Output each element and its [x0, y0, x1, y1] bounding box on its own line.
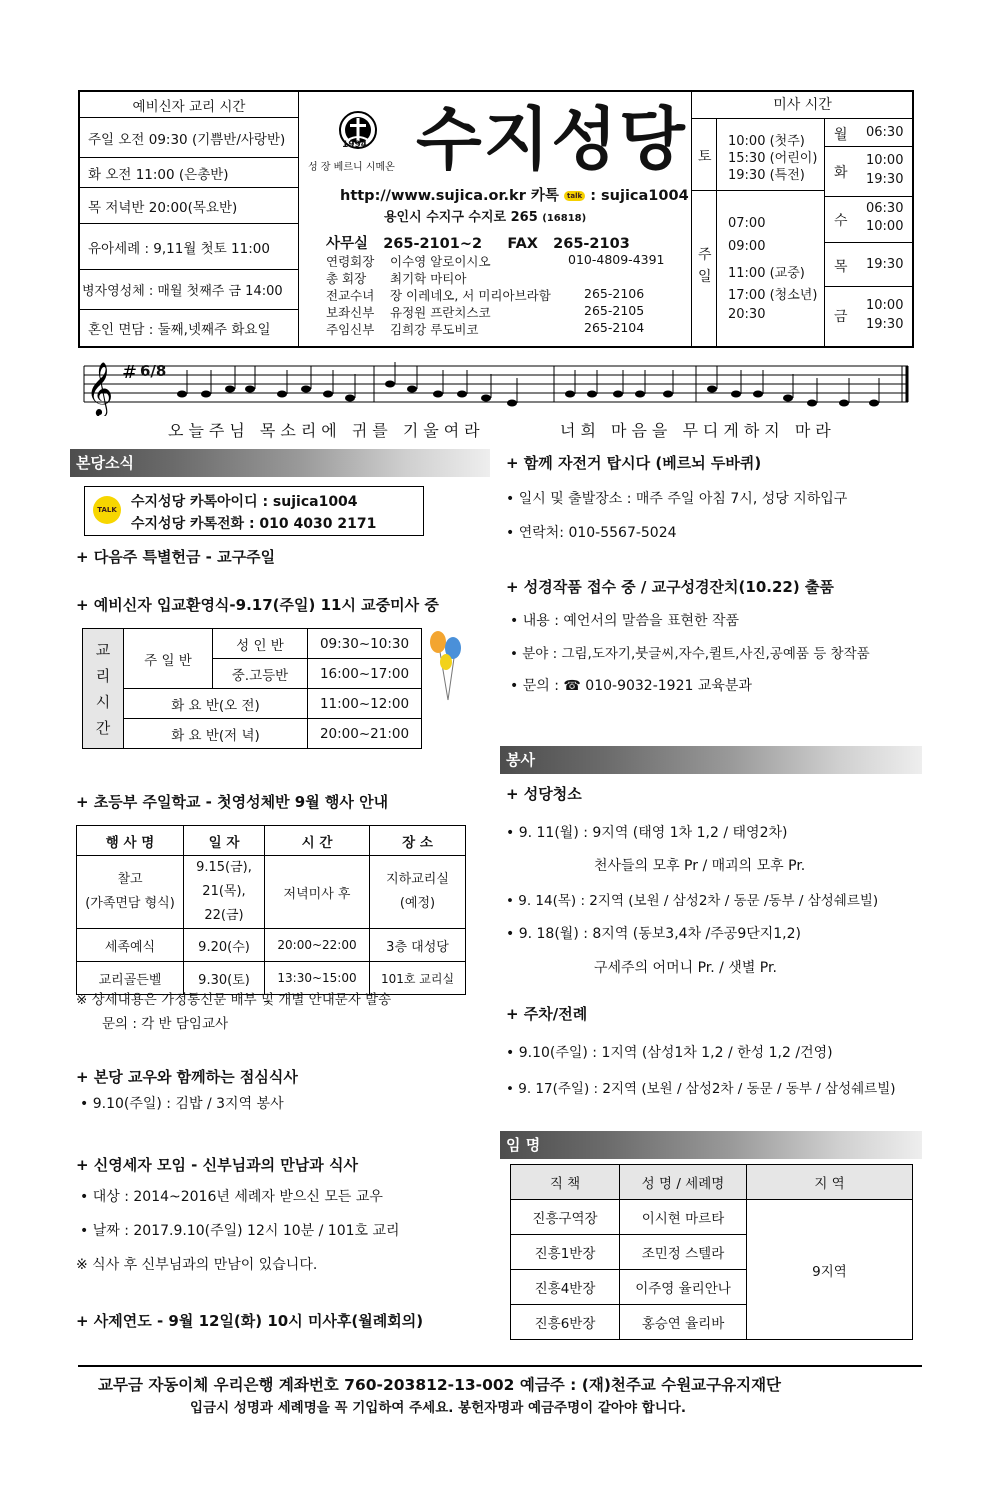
notice-new-baptized-meeting: + 신영세자 모임 - 신부님과의 만남과 식사	[76, 1156, 358, 1174]
staff-name: 최기학 마티아	[390, 271, 467, 286]
section-appointment: 임 명	[500, 1131, 922, 1159]
address	[384, 206, 586, 225]
cleaning-line: • 9. 18(월) : 8지역 (동보3,4차 /주공9단지1,2)	[506, 926, 801, 942]
column-header: 일 자	[184, 826, 265, 856]
kakao-label: 카톡	[530, 188, 559, 204]
school-note: ※ 상세내용은 가정통신문 배부 및 개별 안내문자 발송	[76, 992, 392, 1008]
fax-number: 265-2103	[553, 236, 630, 252]
notice-sunday-school: + 초등부 주일학교 - 첫영성체반 9월 행사 안내	[76, 793, 389, 811]
bulletin-header	[78, 90, 914, 348]
weekday-label: 목	[834, 259, 848, 275]
schedule-row: 주일 오전 09:30 (기쁨반/사랑반)	[80, 118, 298, 158]
kakao-id-line: 수지성당 카톡아이디 : sujica1004	[131, 494, 358, 510]
tithe-account-info: 교무금 자동이체 우리은행 계좌번호 760-203812-13-002 예금주 : (재)천주교 수원교구유지재단	[98, 1376, 782, 1394]
bible-art-content: • 내용 : 예언서의 말씀을 표현한 작품	[510, 613, 740, 629]
weekday-mass-time: 19:30	[866, 317, 904, 332]
staff-name: 장 이레네오, 서 미리아브라함	[390, 288, 551, 303]
staff-name: 이수영 알로이시오	[390, 254, 491, 269]
staff-phone: 010-4809-4391	[568, 252, 665, 267]
notice-bible-art: + 성경작품 접수 중 / 교구성경잔치(10.22) 출품	[506, 578, 834, 596]
appointment-region: 9지역	[747, 1200, 913, 1340]
appointment-name: 이주영 율리안나	[620, 1270, 747, 1305]
music-score	[78, 354, 914, 416]
office-contact	[326, 232, 630, 253]
appointment-role: 진흥구역장	[511, 1200, 620, 1235]
contact-prefix: • 문의 :	[510, 678, 559, 694]
deposit-instructions: 입금시 성명과 세례명을 꼭 기입하여 주세요. 봉헌자명과 예금주명이 같아야 합니다.	[190, 1400, 686, 1416]
event-time: 20:00~22:00	[265, 929, 370, 962]
church-name: 수지성당	[416, 101, 687, 180]
notice-church-cleaning: + 성당청소	[506, 785, 582, 803]
saturday-label: 토	[698, 149, 712, 165]
lyrics-left: 오늘주님 목소리에 귀를 기울여라	[168, 421, 485, 440]
appointment-role: 진흥4반장	[511, 1270, 620, 1305]
notice-special-collection: + 다음주 특별헌금 - 교구주일	[76, 548, 276, 566]
school-contact-note: 문의 : 각 반 담임교사	[102, 1016, 229, 1032]
meeting-note: ※ 식사 후 신부님과의 만남이 있습니다.	[76, 1257, 318, 1273]
schedule-row: 혼인 면담 : 둘째,넷째주 화요일	[88, 322, 271, 338]
event-place: 지하교리실 (예정)	[370, 856, 466, 929]
notice-priest-day: + 사제연도 - 9월 12일(화) 10시 미사후(월례회의)	[76, 1312, 424, 1330]
weekday-mass-time: 10:00	[866, 219, 904, 234]
column-header: 장 소	[370, 826, 466, 856]
saturday-mass-time: 15:30 (어린이)	[728, 151, 818, 166]
event-name: 세족예식	[77, 929, 184, 962]
lunch-detail: • 9.10(주일) : 김밥 / 3지역 봉사	[80, 1096, 284, 1112]
footer-divider	[78, 1365, 922, 1367]
address-text: 용인시 수지구 수지로 265	[384, 210, 538, 225]
logo-caption: 성 장 베르니 시메온	[308, 162, 395, 173]
catechism-time: 20:00~21:00	[308, 719, 422, 749]
staff-role: 주임신부	[326, 322, 375, 337]
weekday-mass-time: 06:30	[866, 201, 904, 216]
staff-role: 전교수녀	[326, 288, 375, 303]
staff-phone: 265-2105	[584, 303, 645, 318]
weekday-mass-time: 10:00	[866, 153, 904, 168]
notice-lunch: + 본당 교우와 함께하는 점심식사	[76, 1068, 298, 1086]
bike-schedule: • 일시 및 출발장소 : 매주 주일 아침 7시, 성당 지하입구	[506, 491, 848, 507]
phone-icon: ☎	[563, 678, 581, 694]
catechism-time-table	[82, 628, 422, 749]
weekday-mass-time: 10:00	[866, 298, 904, 313]
appointment-role: 진흥6반장	[511, 1305, 620, 1340]
cleaning-line: • 9. 11(월) : 9지역 (태영 1차 1,2 / 태영2차)	[506, 825, 788, 841]
catechism-class: 화 요 반(오 전)	[124, 689, 308, 719]
mass-times-box	[691, 92, 913, 346]
cleaning-line: • 9. 14(목) : 2지역 (보원 / 삼성2차 / 동문 /동부 / 삼성쉐르빌)	[506, 893, 879, 909]
staff-phone: 265-2106	[584, 286, 645, 301]
catechism-class: 성 인 반	[213, 629, 308, 659]
appointment-name: 조민정 스텔라	[620, 1235, 747, 1270]
bible-art-contact	[510, 675, 752, 695]
mass-times-title: 미사 시간	[692, 92, 913, 119]
bible-art-fields: • 분야 : 그림,도자기,붓글씨,자수,퀼트,사진,공예품 등 창작품	[510, 646, 870, 662]
postcode: (16818)	[542, 213, 587, 224]
lyrics-right: 너희 마음을 무디게하지 마라	[560, 421, 836, 440]
kakao-id: : sujica1004	[590, 188, 689, 204]
event-name: 찰고 (가족면담 형식)	[77, 856, 184, 929]
schedule-row: 화 오전 11:00 (은총반)	[80, 158, 298, 188]
weekday-mass-time: 19:30	[866, 172, 904, 187]
column-header: 성 명 / 세례명	[620, 1165, 747, 1200]
schedule-row: 목 저녁반 20:00(목요반)	[80, 188, 298, 224]
catechism-time: 09:30~10:30	[308, 629, 422, 659]
kakao-phone-line: 수지성당 카톡전화 : 010 4030 2171	[131, 516, 377, 532]
column-header: 시 간	[265, 826, 370, 856]
sunday-mass-time: 09:00	[728, 239, 766, 254]
kakao-info-box	[84, 486, 424, 536]
staff-phone: 265-2104	[584, 320, 645, 335]
appointment-name: 홍승연 율리바	[620, 1305, 747, 1340]
appointment-role: 진흥1반장	[511, 1235, 620, 1270]
parking-line: • 9. 17(주일) : 2지역 (보원 / 삼성2차 / 동문 / 동부 / 삼성쉐르빌)	[506, 1081, 896, 1097]
event-time: 13:30~15:00	[265, 962, 370, 995]
saturday-mass-time: 10:00 (첫주)	[728, 134, 805, 149]
sunday-school-table	[76, 825, 466, 995]
section-service: 봉사	[500, 746, 922, 774]
sunday-mass-time: 20:30	[728, 307, 766, 322]
column-header: 행 사 명	[77, 826, 184, 856]
notice-parking-liturgy: + 주차/전례	[506, 1005, 588, 1023]
saturday-mass-time: 19:30 (특전)	[728, 168, 805, 183]
event-date: 9.15(금), 21(목), 22(금)	[184, 856, 265, 929]
section-parish-news: 본당소식	[70, 449, 490, 477]
catechism-schedule-title: 예비신자 교리 시간	[80, 92, 298, 118]
website-link[interactable]	[340, 184, 689, 205]
staff-role: 연령회장	[326, 254, 375, 269]
event-time: 저녁미사 후	[265, 856, 370, 929]
catechism-side-label: 교 리 시 간	[83, 629, 124, 749]
appointment-table	[510, 1164, 913, 1340]
staff-name: 유정원 프란치스코	[390, 305, 491, 320]
bike-contact: • 연락처: 010-5567-5024	[506, 525, 677, 541]
sunday-label: 주일	[698, 247, 712, 285]
meeting-date: • 날짜 : 2017.9.10(주일) 12시 10분 / 101호 교리	[80, 1223, 400, 1239]
cleaning-line: 구세주의 어머니 Pr. / 샛별 Pr.	[594, 960, 777, 976]
catechism-class: 중.고등반	[213, 659, 308, 689]
column-header: 직 책	[511, 1165, 620, 1200]
catechism-time: 16:00~17:00	[308, 659, 422, 689]
cleaning-line: 천사들의 모후 Pr / 매괴의 모후 Pr.	[594, 858, 806, 874]
weekday-mass-time: 06:30	[866, 125, 904, 140]
weekday-mass-time: 19:30	[866, 257, 904, 272]
sunday-mass-time: 17:00 (청소년)	[728, 288, 818, 303]
church-info	[298, 92, 691, 346]
event-date: 9.30(토)	[184, 962, 265, 995]
office-label: 사무실	[326, 236, 369, 252]
website-url[interactable]: http://www.sujica.or.kr	[340, 188, 526, 204]
weekday-label: 화	[834, 165, 848, 181]
schedule-row: 병자영성체 : 매월 첫째주 금 14:00	[80, 270, 298, 310]
catechism-schedule-box	[80, 92, 299, 346]
logo-year: 1994	[342, 140, 368, 150]
kakao-talk-icon: TALK	[93, 496, 121, 524]
svg-text:𝄞: 𝄞	[86, 361, 114, 415]
balloons-icon	[426, 626, 466, 706]
kakao-icon: talk	[564, 191, 585, 201]
catechism-time: 11:00~12:00	[308, 689, 422, 719]
contact-text: 010-9032-1921 교육분과	[585, 678, 752, 694]
weekday-label: 수	[834, 213, 848, 229]
schedule-row: 유아세례 : 9,11월 첫토 11:00	[80, 224, 298, 270]
time-signature: 6/8	[140, 362, 167, 380]
weekday-label: 금	[834, 309, 848, 325]
staff-role: 총 회장	[326, 271, 367, 286]
event-name: 교리골든벨	[77, 962, 184, 995]
meeting-target: • 대상 : 2014~2016년 세례자 받으신 모든 교우	[80, 1189, 383, 1205]
appointment-name: 이시현 마르타	[620, 1200, 747, 1235]
catechism-class: 화 요 반(저 녁)	[124, 719, 308, 749]
staff-role: 보좌신부	[326, 305, 375, 320]
event-place: 3층 대성당	[370, 929, 466, 962]
event-date: 9.20(수)	[184, 929, 265, 962]
column-header: 지 역	[747, 1165, 913, 1200]
notice-catechumen-welcome: + 예비신자 입교환영식-9.17(주일) 11시 교중미사 중	[76, 596, 439, 614]
event-place: 101호 교리실	[370, 962, 466, 995]
sunday-mass-time: 07:00	[728, 216, 766, 231]
office-phone: 265-2101~2	[383, 236, 483, 252]
music-staff-icon	[78, 354, 914, 416]
notice-bike-club: + 함께 자전거 탑시다 (베르뇌 두바퀴)	[506, 454, 762, 472]
sunday-mass-time: 11:00 (교중)	[728, 266, 805, 281]
fax-label: FAX	[507, 236, 538, 252]
weekday-label: 월	[834, 127, 848, 143]
parking-line: • 9.10(주일) : 1지역 (삼성1차 1,2 / 한성 1,2 /건영)	[506, 1045, 833, 1061]
catechism-sunday-label: 주 일 반	[124, 629, 213, 689]
svg-text:#: #	[122, 362, 138, 383]
staff-name: 김희강 루도비코	[390, 322, 479, 337]
